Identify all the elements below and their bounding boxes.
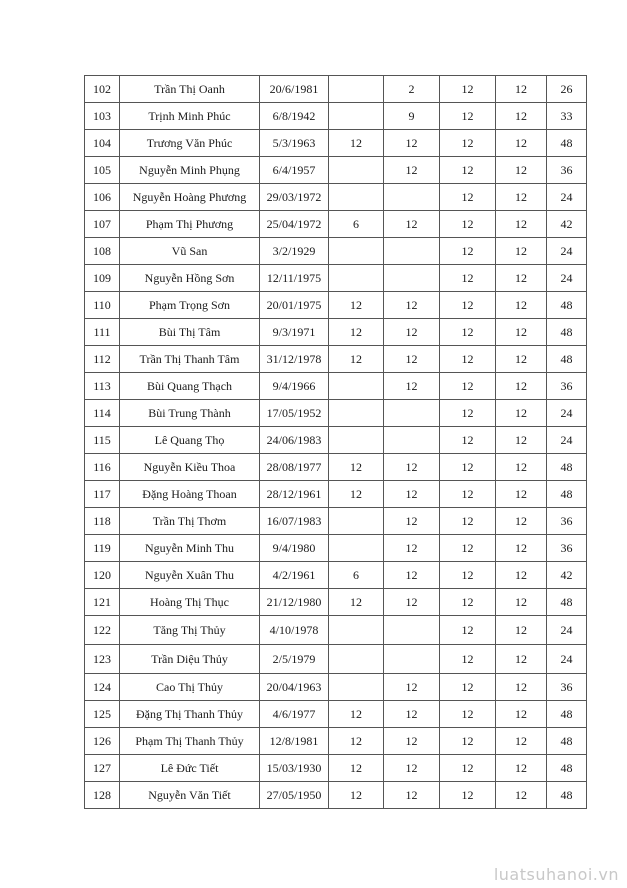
cell-birth-date: 2/5/1979 <box>260 645 329 674</box>
cell-total: 36 <box>547 674 587 701</box>
cell-col-b: 12 <box>384 562 440 589</box>
cell-birth-date: 6/4/1957 <box>260 157 329 184</box>
cell-full-name: Lê Đức Tiết <box>120 755 260 782</box>
cell-row-number: 120 <box>85 562 120 589</box>
cell-col-b: 12 <box>384 373 440 400</box>
cell-col-a <box>329 76 384 103</box>
cell-birth-date: 16/07/1983 <box>260 508 329 535</box>
cell-col-c: 12 <box>440 535 496 562</box>
cell-full-name: Phạm Thị Thanh Thủy <box>120 728 260 755</box>
cell-birth-date: 17/05/1952 <box>260 400 329 427</box>
cell-row-number: 111 <box>85 319 120 346</box>
cell-col-b: 12 <box>384 589 440 616</box>
cell-birth-date: 9/3/1971 <box>260 319 329 346</box>
cell-col-c: 12 <box>440 400 496 427</box>
cell-row-number: 106 <box>85 184 120 211</box>
cell-col-b: 12 <box>384 674 440 701</box>
cell-total: 48 <box>547 454 587 481</box>
cell-total: 48 <box>547 481 587 508</box>
cell-birth-date: 9/4/1980 <box>260 535 329 562</box>
cell-full-name: Bùi Trung Thành <box>120 400 260 427</box>
cell-col-c: 12 <box>440 755 496 782</box>
cell-full-name: Bùi Thị Tâm <box>120 319 260 346</box>
cell-col-d: 12 <box>496 701 547 728</box>
cell-col-b: 12 <box>384 292 440 319</box>
cell-col-d: 12 <box>496 400 547 427</box>
cell-total: 24 <box>547 184 587 211</box>
cell-col-b: 12 <box>384 481 440 508</box>
cell-col-a: 12 <box>329 701 384 728</box>
cell-col-d: 12 <box>496 238 547 265</box>
cell-col-d: 12 <box>496 645 547 674</box>
cell-col-c: 12 <box>440 265 496 292</box>
cell-birth-date: 12/8/1981 <box>260 728 329 755</box>
cell-full-name: Phạm Thị Phương <box>120 211 260 238</box>
cell-full-name: Đặng Hoàng Thoan <box>120 481 260 508</box>
cell-birth-date: 28/08/1977 <box>260 454 329 481</box>
cell-birth-date: 20/01/1975 <box>260 292 329 319</box>
cell-col-a: 12 <box>329 130 384 157</box>
table-row <box>85 103 587 130</box>
cell-col-d: 12 <box>496 508 547 535</box>
table-row <box>85 782 587 809</box>
cell-col-b <box>384 645 440 674</box>
cell-col-d: 12 <box>496 454 547 481</box>
cell-row-number: 107 <box>85 211 120 238</box>
cell-birth-date: 9/4/1966 <box>260 373 329 400</box>
cell-birth-date: 5/3/1963 <box>260 130 329 157</box>
cell-birth-date: 4/2/1961 <box>260 562 329 589</box>
cell-full-name: Nguyễn Hồng Sơn <box>120 265 260 292</box>
cell-col-b: 12 <box>384 454 440 481</box>
cell-row-number: 108 <box>85 238 120 265</box>
cell-col-d: 12 <box>496 674 547 701</box>
cell-row-number: 117 <box>85 481 120 508</box>
cell-col-c: 12 <box>440 103 496 130</box>
table-row <box>85 562 587 589</box>
cell-col-c: 12 <box>440 782 496 809</box>
cell-col-a: 12 <box>329 589 384 616</box>
cell-col-a: 6 <box>329 211 384 238</box>
cell-col-d: 12 <box>496 157 547 184</box>
table-row <box>85 373 587 400</box>
cell-total: 24 <box>547 265 587 292</box>
cell-total: 24 <box>547 616 587 645</box>
cell-row-number: 127 <box>85 755 120 782</box>
cell-col-c: 12 <box>440 481 496 508</box>
cell-full-name: Phạm Trọng Sơn <box>120 292 260 319</box>
cell-col-a <box>329 535 384 562</box>
cell-total: 48 <box>547 701 587 728</box>
cell-col-a: 12 <box>329 755 384 782</box>
cell-full-name: Nguyễn Xuân Thu <box>120 562 260 589</box>
cell-birth-date: 12/11/1975 <box>260 265 329 292</box>
cell-total: 48 <box>547 589 587 616</box>
table-row <box>85 76 587 103</box>
cell-col-c: 12 <box>440 645 496 674</box>
cell-row-number: 104 <box>85 130 120 157</box>
cell-col-c: 12 <box>440 238 496 265</box>
cell-col-c: 12 <box>440 728 496 755</box>
cell-total: 48 <box>547 292 587 319</box>
cell-col-a <box>329 238 384 265</box>
cell-row-number: 124 <box>85 674 120 701</box>
table-row <box>85 481 587 508</box>
cell-row-number: 126 <box>85 728 120 755</box>
cell-col-b: 12 <box>384 211 440 238</box>
cell-birth-date: 29/03/1972 <box>260 184 329 211</box>
cell-row-number: 125 <box>85 701 120 728</box>
cell-col-c: 12 <box>440 427 496 454</box>
table-row <box>85 346 587 373</box>
cell-total: 48 <box>547 319 587 346</box>
cell-col-d: 12 <box>496 616 547 645</box>
cell-total: 48 <box>547 728 587 755</box>
cell-col-b: 12 <box>384 319 440 346</box>
cell-col-a <box>329 157 384 184</box>
cell-total: 36 <box>547 508 587 535</box>
cell-col-b: 12 <box>384 701 440 728</box>
cell-total: 48 <box>547 346 587 373</box>
cell-col-a <box>329 674 384 701</box>
cell-col-d: 12 <box>496 346 547 373</box>
cell-birth-date: 6/8/1942 <box>260 103 329 130</box>
cell-col-b <box>384 400 440 427</box>
cell-col-b: 2 <box>384 76 440 103</box>
cell-birth-date: 20/6/1981 <box>260 76 329 103</box>
cell-birth-date: 3/2/1929 <box>260 238 329 265</box>
records-table <box>84 75 587 809</box>
cell-full-name: Trần Diệu Thủy <box>120 645 260 674</box>
cell-col-a <box>329 184 384 211</box>
cell-col-c: 12 <box>440 130 496 157</box>
cell-col-d: 12 <box>496 589 547 616</box>
cell-col-b: 12 <box>384 346 440 373</box>
cell-full-name: Lê Quang Thọ <box>120 427 260 454</box>
cell-col-c: 12 <box>440 589 496 616</box>
cell-col-a: 12 <box>329 728 384 755</box>
table-row <box>85 130 587 157</box>
cell-col-c: 12 <box>440 508 496 535</box>
cell-col-c: 12 <box>440 562 496 589</box>
cell-total: 36 <box>547 373 587 400</box>
table-row <box>85 157 587 184</box>
cell-row-number: 114 <box>85 400 120 427</box>
cell-birth-date: 28/12/1961 <box>260 481 329 508</box>
cell-row-number: 102 <box>85 76 120 103</box>
cell-col-c: 12 <box>440 454 496 481</box>
table-row <box>85 674 587 701</box>
cell-col-b: 12 <box>384 535 440 562</box>
cell-col-a <box>329 373 384 400</box>
table-row <box>85 755 587 782</box>
cell-col-c: 12 <box>440 701 496 728</box>
cell-row-number: 121 <box>85 589 120 616</box>
table-row <box>85 427 587 454</box>
cell-col-b <box>384 616 440 645</box>
cell-full-name: Tăng Thị Thủy <box>120 616 260 645</box>
cell-col-c: 12 <box>440 76 496 103</box>
cell-full-name: Hoàng Thị Thục <box>120 589 260 616</box>
cell-total: 24 <box>547 427 587 454</box>
cell-total: 42 <box>547 211 587 238</box>
cell-col-d: 12 <box>496 265 547 292</box>
cell-total: 24 <box>547 400 587 427</box>
cell-total: 48 <box>547 755 587 782</box>
cell-col-d: 12 <box>496 130 547 157</box>
cell-row-number: 110 <box>85 292 120 319</box>
cell-total: 24 <box>547 238 587 265</box>
cell-col-a <box>329 265 384 292</box>
cell-col-a: 12 <box>329 346 384 373</box>
cell-col-d: 12 <box>496 427 547 454</box>
cell-total: 36 <box>547 157 587 184</box>
cell-col-d: 12 <box>496 292 547 319</box>
cell-birth-date: 15/03/1930 <box>260 755 329 782</box>
cell-full-name: Nguyễn Kiều Thoa <box>120 454 260 481</box>
cell-col-b: 12 <box>384 755 440 782</box>
cell-full-name: Trương Văn Phúc <box>120 130 260 157</box>
cell-col-a <box>329 616 384 645</box>
cell-row-number: 128 <box>85 782 120 809</box>
cell-total: 42 <box>547 562 587 589</box>
cell-col-b: 12 <box>384 728 440 755</box>
cell-col-d: 12 <box>496 481 547 508</box>
cell-total: 36 <box>547 535 587 562</box>
cell-full-name: Trần Thị Thơm <box>120 508 260 535</box>
cell-col-a: 12 <box>329 319 384 346</box>
cell-col-d: 12 <box>496 319 547 346</box>
table-row <box>85 238 587 265</box>
cell-col-d: 12 <box>496 535 547 562</box>
table-row <box>85 508 587 535</box>
cell-full-name: Cao Thị Thủy <box>120 674 260 701</box>
cell-col-d: 12 <box>496 782 547 809</box>
cell-col-d: 12 <box>496 728 547 755</box>
cell-col-b: 12 <box>384 508 440 535</box>
cell-row-number: 118 <box>85 508 120 535</box>
cell-col-c: 12 <box>440 674 496 701</box>
cell-col-c: 12 <box>440 346 496 373</box>
cell-row-number: 112 <box>85 346 120 373</box>
cell-col-b <box>384 427 440 454</box>
table-row <box>85 728 587 755</box>
cell-full-name: Nguyễn Hoàng Phương <box>120 184 260 211</box>
cell-full-name: Vũ San <box>120 238 260 265</box>
table-row <box>85 616 587 645</box>
cell-col-a <box>329 400 384 427</box>
cell-full-name: Nguyễn Minh Phụng <box>120 157 260 184</box>
cell-col-b <box>384 238 440 265</box>
cell-total: 33 <box>547 103 587 130</box>
cell-total: 26 <box>547 76 587 103</box>
cell-row-number: 113 <box>85 373 120 400</box>
cell-birth-date: 4/6/1977 <box>260 701 329 728</box>
cell-col-a <box>329 645 384 674</box>
table-row <box>85 265 587 292</box>
cell-col-a: 12 <box>329 782 384 809</box>
cell-row-number: 116 <box>85 454 120 481</box>
cell-col-c: 12 <box>440 292 496 319</box>
cell-row-number: 115 <box>85 427 120 454</box>
cell-col-d: 12 <box>496 755 547 782</box>
cell-col-a: 12 <box>329 481 384 508</box>
cell-col-a <box>329 427 384 454</box>
cell-row-number: 109 <box>85 265 120 292</box>
cell-col-b <box>384 184 440 211</box>
table-row <box>85 589 587 616</box>
cell-col-d: 12 <box>496 562 547 589</box>
cell-row-number: 105 <box>85 157 120 184</box>
table-row <box>85 184 587 211</box>
cell-birth-date: 25/04/1972 <box>260 211 329 238</box>
cell-col-d: 12 <box>496 76 547 103</box>
cell-col-a: 12 <box>329 454 384 481</box>
cell-col-a <box>329 508 384 535</box>
cell-row-number: 103 <box>85 103 120 130</box>
cell-col-b: 12 <box>384 130 440 157</box>
cell-full-name: Trần Thị Thanh Tâm <box>120 346 260 373</box>
cell-col-a: 12 <box>329 292 384 319</box>
cell-total: 24 <box>547 645 587 674</box>
cell-col-c: 12 <box>440 157 496 184</box>
cell-col-d: 12 <box>496 103 547 130</box>
table-row <box>85 701 587 728</box>
records-table-body <box>85 76 587 809</box>
cell-birth-date: 21/12/1980 <box>260 589 329 616</box>
cell-total: 48 <box>547 130 587 157</box>
cell-col-c: 12 <box>440 184 496 211</box>
cell-total: 48 <box>547 782 587 809</box>
cell-full-name: Đặng Thị Thanh Thủy <box>120 701 260 728</box>
cell-birth-date: 20/04/1963 <box>260 674 329 701</box>
cell-birth-date: 27/05/1950 <box>260 782 329 809</box>
table-row <box>85 292 587 319</box>
cell-full-name: Trần Thị Oanh <box>120 76 260 103</box>
cell-col-d: 12 <box>496 211 547 238</box>
cell-col-b: 12 <box>384 782 440 809</box>
cell-col-c: 12 <box>440 319 496 346</box>
cell-col-b: 12 <box>384 157 440 184</box>
cell-col-c: 12 <box>440 373 496 400</box>
cell-col-c: 12 <box>440 211 496 238</box>
cell-full-name: Bùi Quang Thạch <box>120 373 260 400</box>
cell-col-b <box>384 265 440 292</box>
table-row <box>85 319 587 346</box>
cell-birth-date: 31/12/1978 <box>260 346 329 373</box>
cell-col-c: 12 <box>440 616 496 645</box>
cell-birth-date: 24/06/1983 <box>260 427 329 454</box>
table-row <box>85 535 587 562</box>
table-row <box>85 454 587 481</box>
cell-row-number: 123 <box>85 645 120 674</box>
cell-row-number: 119 <box>85 535 120 562</box>
cell-birth-date: 4/10/1978 <box>260 616 329 645</box>
cell-col-d: 12 <box>496 184 547 211</box>
cell-row-number: 122 <box>85 616 120 645</box>
table-row <box>85 211 587 238</box>
cell-full-name: Nguyễn Văn Tiết <box>120 782 260 809</box>
cell-col-a: 6 <box>329 562 384 589</box>
cell-col-a <box>329 103 384 130</box>
cell-col-b: 9 <box>384 103 440 130</box>
cell-full-name: Trịnh Minh Phúc <box>120 103 260 130</box>
cell-full-name: Nguyễn Minh Thu <box>120 535 260 562</box>
table-row <box>85 645 587 674</box>
cell-col-d: 12 <box>496 373 547 400</box>
table-row <box>85 400 587 427</box>
watermark-text: luatsuhanoi.vn <box>493 865 619 884</box>
